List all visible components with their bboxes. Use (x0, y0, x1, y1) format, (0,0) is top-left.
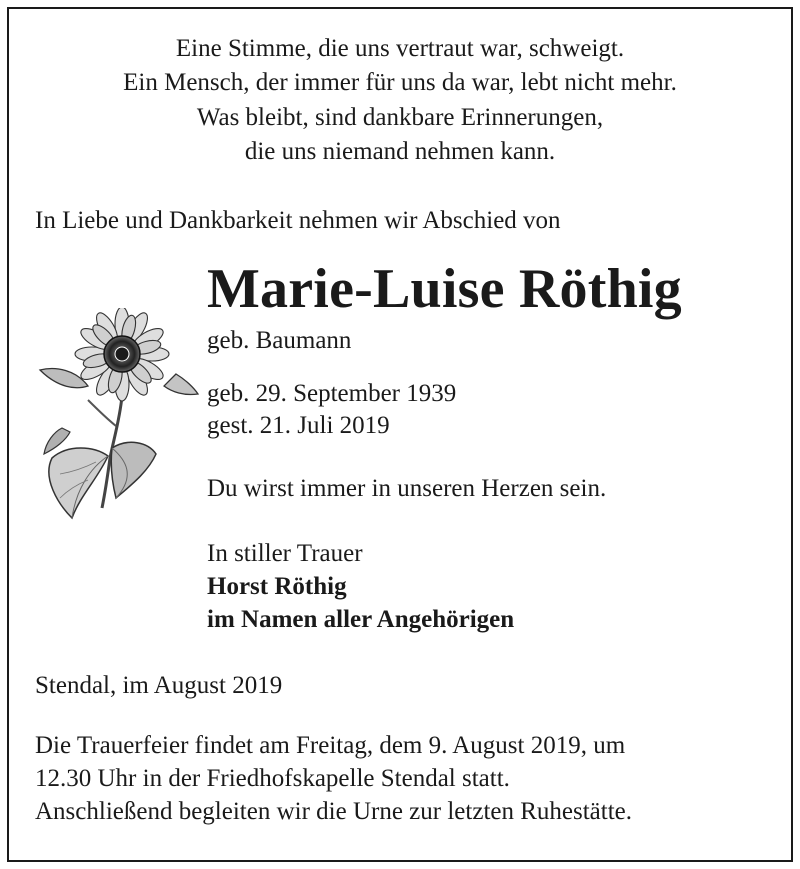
sunflower-icon (36, 308, 208, 523)
death-date: gest. 21. Juli 2019 (207, 412, 390, 439)
maiden-name: geb. Baumann (207, 327, 352, 354)
birth-date: geb. 29. September 1939 (207, 380, 457, 407)
service-line-2: 12.30 Uhr in der Friedhofskapelle Stendal statt. (35, 765, 510, 792)
poem-line-3: Was bleibt, sind dankbare Erinnerungen, (196, 104, 604, 131)
service-line-3: Anschließend begleiten wir die Urne zur letzten Ruhestätte. (35, 798, 633, 825)
mourners-relatives: im Namen aller Angehörigen (207, 606, 515, 633)
poem-line-4: die uns niemand nehmen kann. (244, 138, 556, 165)
service-line-1: Die Trauerfeier findet am Freitag, dem 9. August 2019, um (35, 732, 626, 759)
place-date: Stendal, im August 2019 (35, 672, 283, 699)
poem-line-2: Ein Mensch, der immer für uns da war, lebt nicht mehr. (123, 69, 677, 96)
farewell-intro: In Liebe und Dankbarkeit nehmen wir Abschied von (35, 207, 561, 234)
mourners-intro: In stiller Trauer (207, 540, 363, 567)
poem-line-1: Eine Stimme, die uns vertraut war, schweigt. (175, 35, 625, 62)
mourner-name: Horst Röthig (207, 573, 347, 600)
deceased-name: Marie-Luise Röthig (207, 258, 682, 320)
quote: Du wirst immer in unseren Herzen sein. (207, 475, 607, 502)
